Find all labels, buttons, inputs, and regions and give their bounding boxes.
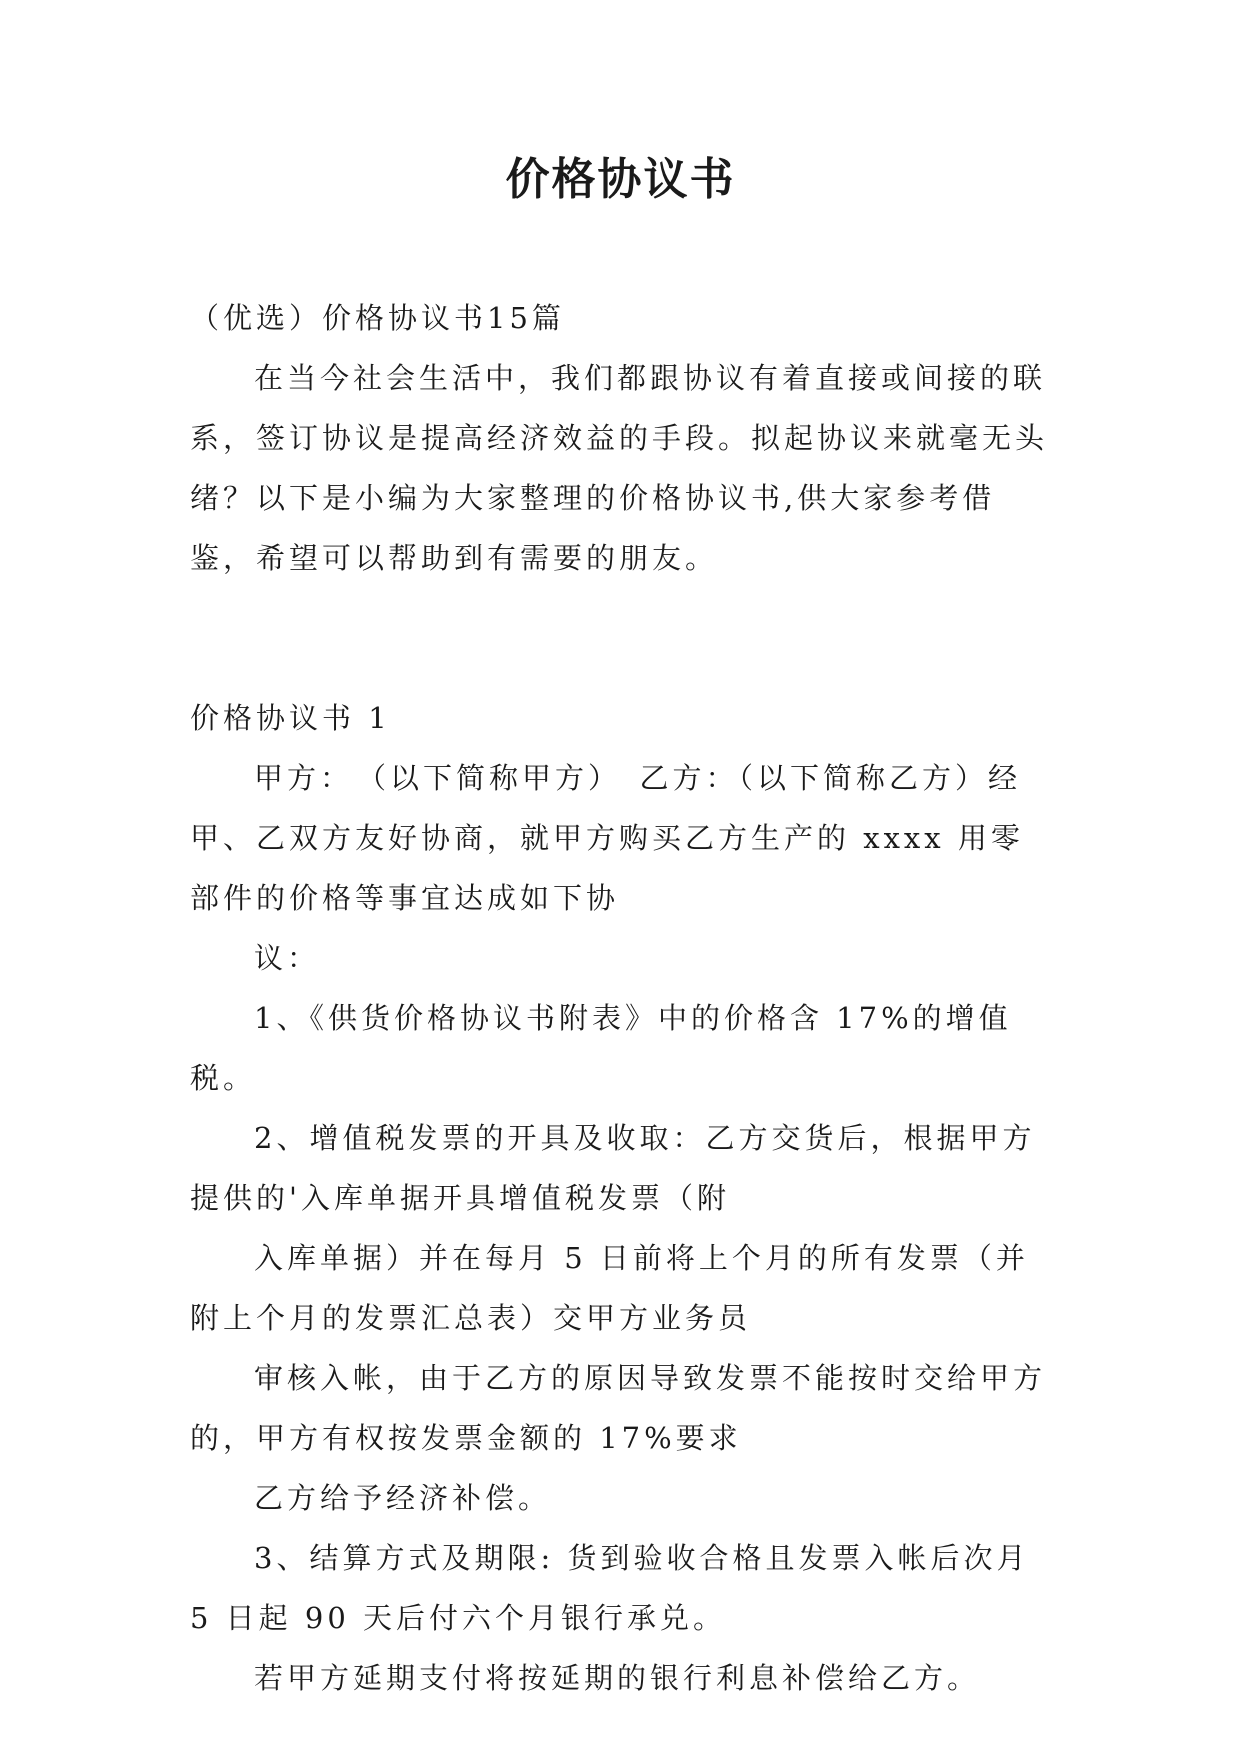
paragraph: 审核入帐，由于乙方的原因导致发票不能按时交给甲方的，甲方有权按发票金额的 17%要求 <box>190 1361 1047 1455</box>
subtitle: （优选）价格协议书15篇 <box>190 301 565 335</box>
paragraph: 入库单据）并在每月 5 日前将上个月的所有发票（并附上个月的发票汇总表）交甲方业务员 <box>190 1241 1029 1335</box>
paragraph-gap <box>190 588 1052 688</box>
paragraph: 议： <box>254 941 321 975</box>
paragraph: 甲方： （以下简称甲方） 乙方：（以下简称乙方）经甲、乙双方友好协商，就甲方购买乙方生产的 xxxx 用零部件的价格等事宜达成如下协 <box>190 761 1024 915</box>
paragraph: 乙方给予经济补偿。 <box>254 1481 552 1515</box>
paragraph: 2、增值税发票的开具及收取：乙方交货后，根据甲方提供的'入库单据开具增值税发票（附 <box>190 1121 1036 1215</box>
paragraph: 若甲方延期支付将按延期的银行利息补偿给乙方。 <box>254 1661 981 1695</box>
intro-paragraph: 在当今社会生活中，我们都跟协议有着直接或间接的联系，签订协议是提高经济效益的手段。拟起协议来就毫无头绪？以下是小编为大家整理的价格协议书,供大家参考借鉴，希望可以帮助到有需要的朋友。 <box>190 361 1049 575</box>
document-body <box>190 288 1052 1708</box>
paragraph: 3、结算方式及期限: 货到验收合格且发票入帐后次月 5 日起 90 天后付六个月银行承兑。 <box>190 1541 1030 1635</box>
page-title: 价格协议书 <box>505 154 736 205</box>
paragraph: 1、《供货价格协议书附表》中的价格含 17%的增值税。 <box>190 1001 1012 1095</box>
section-heading: 价格协议书 1 <box>190 701 391 735</box>
